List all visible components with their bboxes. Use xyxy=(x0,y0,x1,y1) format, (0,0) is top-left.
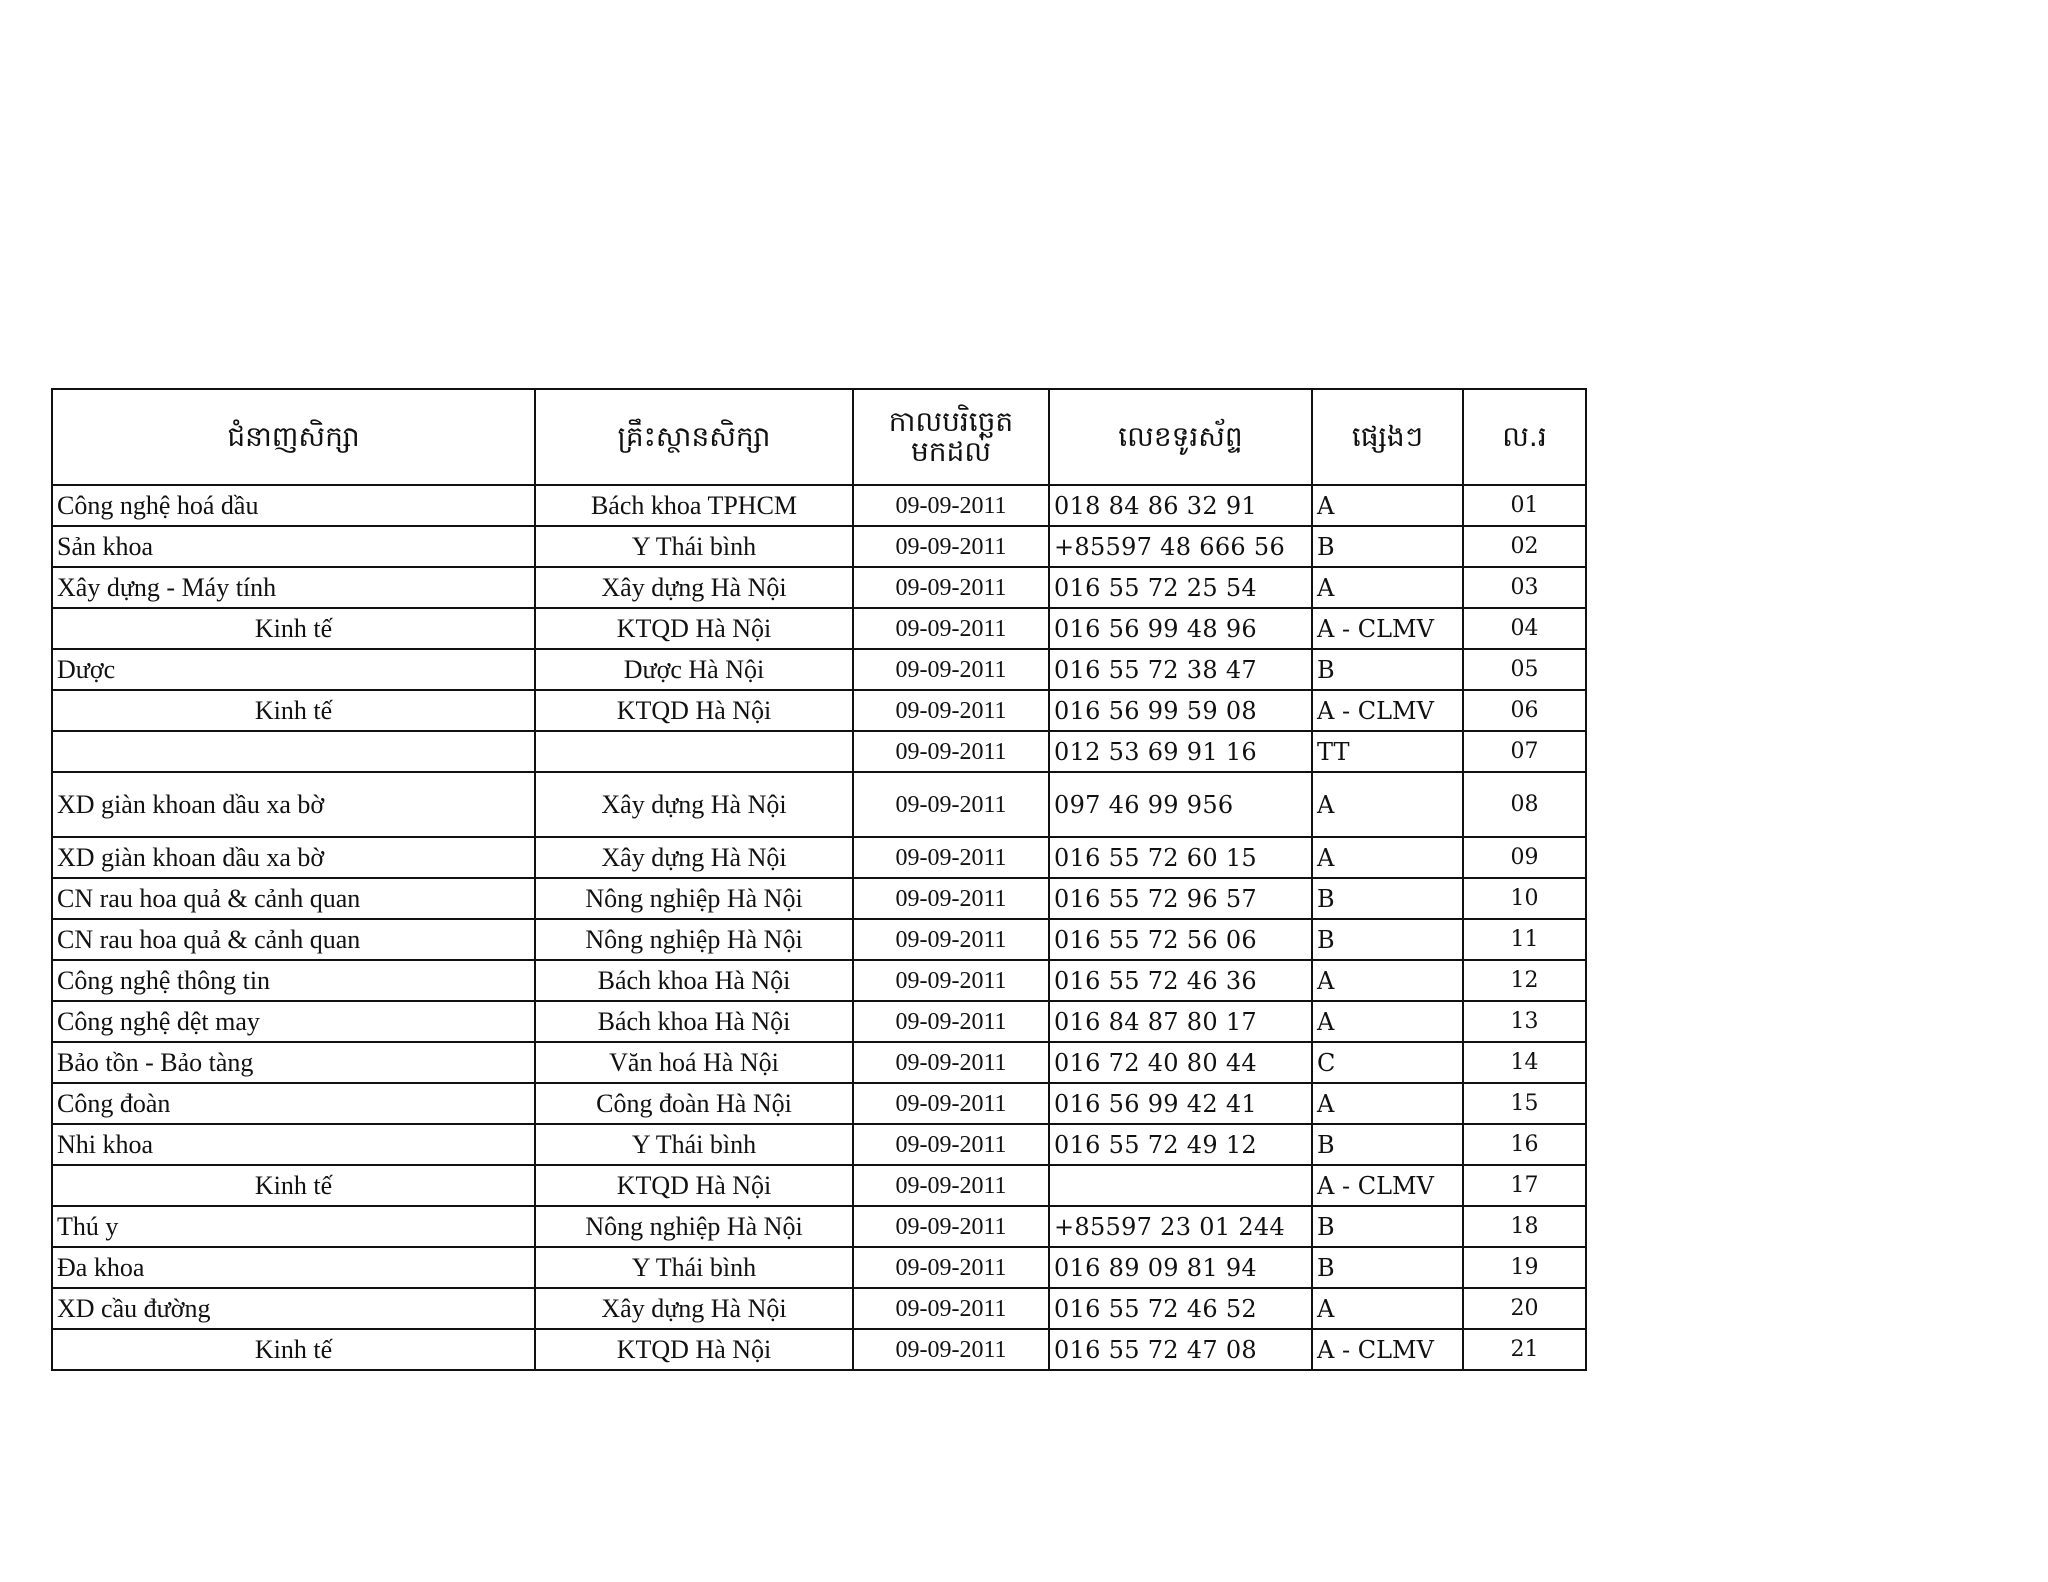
cell-other: A xyxy=(1312,1001,1463,1042)
cell-phone: 016 84 87 80 17 xyxy=(1049,1001,1312,1042)
cell-major xyxy=(52,731,535,772)
cell-number: 02 xyxy=(1463,526,1586,567)
cell-major: Kinh tế xyxy=(52,1329,535,1370)
cell-school: Y Thái bình xyxy=(535,1247,853,1288)
cell-school: KTQD Hà Nội xyxy=(535,608,853,649)
cell-number: 15 xyxy=(1463,1083,1586,1124)
cell-other: TT xyxy=(1312,731,1463,772)
cell-school: Y Thái bình xyxy=(535,526,853,567)
cell-major: Nhi khoa xyxy=(52,1124,535,1165)
cell-school: Nông nghiệp Hà Nội xyxy=(535,919,853,960)
cell-arrival-date: 09-09-2011 xyxy=(853,690,1049,731)
cell-arrival-date: 09-09-2011 xyxy=(853,526,1049,567)
cell-school: Nông nghiệp Hà Nội xyxy=(535,878,853,919)
cell-major: Kinh tế xyxy=(52,608,535,649)
cell-arrival-date: 09-09-2011 xyxy=(853,608,1049,649)
cell-arrival-date: 09-09-2011 xyxy=(853,1329,1049,1370)
cell-other: A xyxy=(1312,567,1463,608)
cell-major: Xây dựng - Máy tính xyxy=(52,567,535,608)
cell-arrival-date: 09-09-2011 xyxy=(853,1288,1049,1329)
cell-other: B xyxy=(1312,919,1463,960)
cell-major: Thú y xyxy=(52,1206,535,1247)
cell-major: Sản khoa xyxy=(52,526,535,567)
cell-arrival-date: 09-09-2011 xyxy=(853,919,1049,960)
table-row xyxy=(52,1165,1586,1206)
cell-number: 06 xyxy=(1463,690,1586,731)
table-row xyxy=(52,608,1586,649)
header-row xyxy=(52,389,1586,485)
cell-arrival-date: 09-09-2011 xyxy=(853,960,1049,1001)
cell-other: B xyxy=(1312,1206,1463,1247)
table-row xyxy=(52,526,1586,567)
table-row xyxy=(52,567,1586,608)
table-body xyxy=(52,485,1586,1370)
cell-phone: 016 72 40 80 44 xyxy=(1049,1042,1312,1083)
cell-major: XD giàn khoan dầu xa bờ xyxy=(52,837,535,878)
table-row xyxy=(52,772,1586,837)
cell-other: A xyxy=(1312,1083,1463,1124)
header-other: ផ្សេងៗ xyxy=(1312,389,1463,485)
cell-phone: 018 84 86 32 91 xyxy=(1049,485,1312,526)
cell-arrival-date: 09-09-2011 xyxy=(853,1165,1049,1206)
cell-phone: 016 55 72 46 52 xyxy=(1049,1288,1312,1329)
cell-school: Văn hoá Hà Nội xyxy=(535,1042,853,1083)
cell-major: Bảo tồn - Bảo tàng xyxy=(52,1042,535,1083)
table-header xyxy=(52,389,1586,485)
cell-major: Kinh tế xyxy=(52,1165,535,1206)
cell-school: Xây dựng Hà Nội xyxy=(535,567,853,608)
cell-number: 09 xyxy=(1463,837,1586,878)
cell-major: Dược xyxy=(52,649,535,690)
table-row xyxy=(52,1206,1586,1247)
cell-number: 19 xyxy=(1463,1247,1586,1288)
cell-number: 12 xyxy=(1463,960,1586,1001)
cell-phone: 012 53 69 91 16 xyxy=(1049,731,1312,772)
cell-number: 20 xyxy=(1463,1288,1586,1329)
table-row xyxy=(52,919,1586,960)
cell-arrival-date: 09-09-2011 xyxy=(853,878,1049,919)
cell-other: A xyxy=(1312,485,1463,526)
cell-other: A xyxy=(1312,1288,1463,1329)
student-table xyxy=(51,388,1587,1371)
cell-major: CN rau hoa quả & cảnh quan xyxy=(52,878,535,919)
cell-phone: 016 55 72 38 47 xyxy=(1049,649,1312,690)
cell-other: A - CLMV xyxy=(1312,1329,1463,1370)
cell-number: 14 xyxy=(1463,1042,1586,1083)
cell-school: Nông nghiệp Hà Nội xyxy=(535,1206,853,1247)
cell-school: Bách khoa Hà Nội xyxy=(535,1001,853,1042)
cell-number: 08 xyxy=(1463,772,1586,837)
cell-other: A xyxy=(1312,772,1463,837)
cell-number: 13 xyxy=(1463,1001,1586,1042)
cell-other: A xyxy=(1312,837,1463,878)
table-row xyxy=(52,690,1586,731)
cell-phone: 016 89 09 81 94 xyxy=(1049,1247,1312,1288)
cell-arrival-date: 09-09-2011 xyxy=(853,1042,1049,1083)
cell-phone: 016 55 72 49 12 xyxy=(1049,1124,1312,1165)
cell-phone: 016 56 99 42 41 xyxy=(1049,1083,1312,1124)
cell-number: 10 xyxy=(1463,878,1586,919)
cell-school: Bách khoa TPHCM xyxy=(535,485,853,526)
table-row xyxy=(52,1329,1586,1370)
cell-phone: 016 55 72 60 15 xyxy=(1049,837,1312,878)
cell-other: B xyxy=(1312,1124,1463,1165)
cell-school: Xây dựng Hà Nội xyxy=(535,1288,853,1329)
cell-arrival-date: 09-09-2011 xyxy=(853,772,1049,837)
cell-other: A xyxy=(1312,960,1463,1001)
cell-phone xyxy=(1049,1165,1312,1206)
cell-school: Bách khoa Hà Nội xyxy=(535,960,853,1001)
cell-major: Công nghệ thông tin xyxy=(52,960,535,1001)
cell-phone: +85597 48 666 56 xyxy=(1049,526,1312,567)
table-row xyxy=(52,1288,1586,1329)
cell-arrival-date: 09-09-2011 xyxy=(853,485,1049,526)
table-row xyxy=(52,878,1586,919)
cell-school: KTQD Hà Nội xyxy=(535,690,853,731)
cell-other: A - CLMV xyxy=(1312,690,1463,731)
cell-arrival-date: 09-09-2011 xyxy=(853,1083,1049,1124)
cell-arrival-date: 09-09-2011 xyxy=(853,567,1049,608)
cell-major: XD cầu đường xyxy=(52,1288,535,1329)
cell-arrival-date: 09-09-2011 xyxy=(853,731,1049,772)
cell-number: 18 xyxy=(1463,1206,1586,1247)
cell-phone: 016 56 99 48 96 xyxy=(1049,608,1312,649)
cell-other: B xyxy=(1312,649,1463,690)
cell-arrival-date: 09-09-2011 xyxy=(853,1001,1049,1042)
table-row xyxy=(52,731,1586,772)
cell-phone: 016 55 72 47 08 xyxy=(1049,1329,1312,1370)
table-row xyxy=(52,1001,1586,1042)
cell-phone: 016 55 72 25 54 xyxy=(1049,567,1312,608)
header-number: ល.រ xyxy=(1463,389,1586,485)
cell-phone: 016 55 72 46 36 xyxy=(1049,960,1312,1001)
cell-number: 01 xyxy=(1463,485,1586,526)
header-school: គ្រឹះស្ថានសិក្សា xyxy=(535,389,853,485)
header-phone: លេខទូរស័ព្ទ xyxy=(1049,389,1312,485)
cell-arrival-date: 09-09-2011 xyxy=(853,837,1049,878)
cell-major: Công nghệ dệt may xyxy=(52,1001,535,1042)
cell-school: Công đoàn Hà Nội xyxy=(535,1083,853,1124)
cell-major: Kinh tế xyxy=(52,690,535,731)
header-arrival-date: កាលបរិច្ឆេត មកដល់ xyxy=(853,389,1049,485)
cell-other: B xyxy=(1312,526,1463,567)
table-row xyxy=(52,837,1586,878)
table-row xyxy=(52,960,1586,1001)
cell-school xyxy=(535,731,853,772)
cell-other: B xyxy=(1312,1247,1463,1288)
table-row xyxy=(52,1083,1586,1124)
cell-number: 05 xyxy=(1463,649,1586,690)
cell-phone: 097 46 99 956 xyxy=(1049,772,1312,837)
cell-school: Dược Hà Nội xyxy=(535,649,853,690)
table-row xyxy=(52,1042,1586,1083)
cell-arrival-date: 09-09-2011 xyxy=(853,649,1049,690)
cell-number: 07 xyxy=(1463,731,1586,772)
cell-other: A - CLMV xyxy=(1312,1165,1463,1206)
cell-major: Đa khoa xyxy=(52,1247,535,1288)
cell-major: Công nghệ hoá dầu xyxy=(52,485,535,526)
cell-school: KTQD Hà Nội xyxy=(535,1165,853,1206)
cell-major: CN rau hoa quả & cảnh quan xyxy=(52,919,535,960)
header-major: ជំនាញសិក្សា xyxy=(52,389,535,485)
cell-major: XD giàn khoan dầu xa bờ xyxy=(52,772,535,837)
cell-number: 03 xyxy=(1463,567,1586,608)
cell-school: Xây dựng Hà Nội xyxy=(535,837,853,878)
cell-arrival-date: 09-09-2011 xyxy=(853,1206,1049,1247)
cell-number: 04 xyxy=(1463,608,1586,649)
cell-school: KTQD Hà Nội xyxy=(535,1329,853,1370)
cell-phone: +85597 23 01 244 xyxy=(1049,1206,1312,1247)
cell-school: Y Thái bình xyxy=(535,1124,853,1165)
cell-phone: 016 55 72 56 06 xyxy=(1049,919,1312,960)
cell-phone: 016 56 99 59 08 xyxy=(1049,690,1312,731)
cell-number: 21 xyxy=(1463,1329,1586,1370)
cell-school: Xây dựng Hà Nội xyxy=(535,772,853,837)
cell-number: 16 xyxy=(1463,1124,1586,1165)
cell-arrival-date: 09-09-2011 xyxy=(853,1247,1049,1288)
table-row xyxy=(52,1247,1586,1288)
cell-number: 17 xyxy=(1463,1165,1586,1206)
table-row xyxy=(52,1124,1586,1165)
cell-number: 11 xyxy=(1463,919,1586,960)
table-row xyxy=(52,485,1586,526)
cell-other: B xyxy=(1312,878,1463,919)
cell-phone: 016 55 72 96 57 xyxy=(1049,878,1312,919)
cell-other: C xyxy=(1312,1042,1463,1083)
table-row xyxy=(52,649,1586,690)
cell-major: Công đoàn xyxy=(52,1083,535,1124)
cell-other: A - CLMV xyxy=(1312,608,1463,649)
cell-arrival-date: 09-09-2011 xyxy=(853,1124,1049,1165)
